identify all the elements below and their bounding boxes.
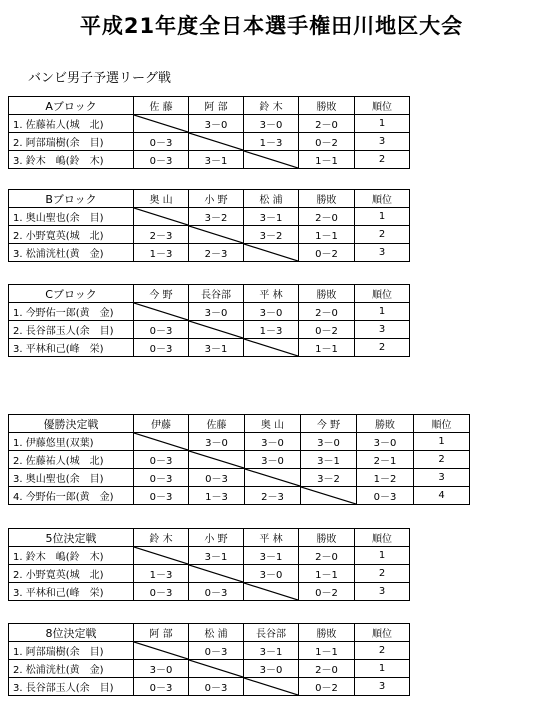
match-score: 3－0 xyxy=(244,303,299,321)
table-header-row xyxy=(9,415,470,433)
match-score: 0－3 xyxy=(189,469,245,487)
rank: 3 xyxy=(355,583,410,601)
match-score: 3－0 xyxy=(189,115,244,133)
player-name: 2. 佐藤祐人(城 北) xyxy=(9,451,134,469)
win-loss: 0－3 xyxy=(357,487,414,505)
column-header: 阿 部 xyxy=(189,97,244,115)
rank: 3 xyxy=(414,469,470,487)
match-score: 3－1 xyxy=(244,208,299,226)
block-header: 8位決定戦 xyxy=(9,624,134,642)
match-score: 3－1 xyxy=(244,642,299,660)
match-score: 3－1 xyxy=(189,339,244,357)
column-header: 松 浦 xyxy=(189,624,244,642)
win-loss: 2－0 xyxy=(299,303,355,321)
column-header: 奥 山 xyxy=(134,190,189,208)
column-header: 奥 山 xyxy=(245,415,301,433)
rank: 1 xyxy=(414,433,470,451)
player-name: 3. 長谷部玉人(余 目) xyxy=(9,678,134,696)
player-name: 3. 奥山聖也(余 目) xyxy=(9,469,134,487)
match-score: 0－3 xyxy=(134,321,189,339)
rank-header: 順位 xyxy=(355,97,410,115)
win-loss: 0－2 xyxy=(299,678,355,696)
table-row xyxy=(9,583,410,601)
player-name: 1. 阿部瑞樹(余 目) xyxy=(9,642,134,660)
diagonal-cell xyxy=(134,303,189,321)
match-score: 1－3 xyxy=(134,565,189,583)
rank: 2 xyxy=(355,642,410,660)
diagonal-cell xyxy=(244,678,299,696)
diagonal-cell xyxy=(189,321,244,339)
diagonal-cell xyxy=(245,469,301,487)
match-score: 0－3 xyxy=(134,133,189,151)
column-header: 長谷部 xyxy=(189,285,244,303)
diagonal-cell xyxy=(134,547,189,565)
table-row xyxy=(9,339,410,357)
win-loss: 0－2 xyxy=(299,321,355,339)
table-header-row xyxy=(9,97,410,115)
column-header: 平 林 xyxy=(244,529,299,547)
diagonal-cell xyxy=(134,642,189,660)
match-score: 3－0 xyxy=(244,565,299,583)
match-score: 3－1 xyxy=(189,151,244,169)
player-name: 3. 松浦洸杜(黄 金) xyxy=(9,244,134,262)
rank: 3 xyxy=(355,321,410,339)
rank: 2 xyxy=(355,339,410,357)
player-name: 1. 伊藤悠里(双葉) xyxy=(9,433,134,451)
league-table-b xyxy=(8,189,410,262)
table-row xyxy=(9,433,470,451)
column-header: 今 野 xyxy=(301,415,357,433)
match-score: 1－3 xyxy=(244,133,299,151)
column-header: 佐藤 xyxy=(189,415,245,433)
player-name: 2. 小野寛英(城 北) xyxy=(9,226,134,244)
table-row xyxy=(9,244,410,262)
player-name: 4. 今野佑一郎(黄 金) xyxy=(9,487,134,505)
match-score: 3－0 xyxy=(244,660,299,678)
diagonal-cell xyxy=(189,565,244,583)
table-row xyxy=(9,487,470,505)
block-header: Aブロック xyxy=(9,97,134,115)
match-score: 2－3 xyxy=(189,244,244,262)
win-loss: 0－2 xyxy=(299,244,355,262)
fifth-place-table xyxy=(8,528,410,601)
column-header: 鈴 木 xyxy=(134,529,189,547)
table-row xyxy=(9,642,410,660)
table-row xyxy=(9,565,410,583)
block-header: 優勝決定戦 xyxy=(9,415,134,433)
table-header-row xyxy=(9,285,410,303)
table-row xyxy=(9,469,470,487)
match-score: 3－2 xyxy=(244,226,299,244)
block-header: 5位決定戦 xyxy=(9,529,134,547)
win-loss: 2－0 xyxy=(299,547,355,565)
column-header: 長谷部 xyxy=(244,624,299,642)
result-header: 勝敗 xyxy=(299,624,355,642)
block-header: Cブロック xyxy=(9,285,134,303)
win-loss: 1－1 xyxy=(299,642,355,660)
rank: 1 xyxy=(355,547,410,565)
diagonal-cell xyxy=(189,451,245,469)
eighth-place-table xyxy=(8,623,410,696)
win-loss: 1－1 xyxy=(299,226,355,244)
column-header: 平 林 xyxy=(244,285,299,303)
diagonal-cell xyxy=(244,151,299,169)
match-score: 0－3 xyxy=(134,339,189,357)
block-header: Bブロック xyxy=(9,190,134,208)
rank-header: 順位 xyxy=(355,285,410,303)
match-score: 0－3 xyxy=(134,487,189,505)
match-score: 3－1 xyxy=(244,547,299,565)
column-header: 阿 部 xyxy=(134,624,189,642)
match-score: 3－0 xyxy=(245,451,301,469)
league-table-a xyxy=(8,96,410,169)
match-score: 3－2 xyxy=(189,208,244,226)
player-name: 3. 平林和己(峰 栄) xyxy=(9,339,134,357)
win-loss: 1－1 xyxy=(299,151,355,169)
column-header: 小 野 xyxy=(189,190,244,208)
result-header: 勝敗 xyxy=(357,415,414,433)
match-score: 3－0 xyxy=(301,433,357,451)
rank-header: 順位 xyxy=(355,529,410,547)
match-score: 3－0 xyxy=(189,433,245,451)
player-name: 3. 平林和己(峰 栄) xyxy=(9,583,134,601)
table-row xyxy=(9,133,410,151)
diagonal-cell xyxy=(189,226,244,244)
rank-header: 順位 xyxy=(414,415,470,433)
match-score: 0－3 xyxy=(134,469,189,487)
rank: 2 xyxy=(355,226,410,244)
rank: 1 xyxy=(355,660,410,678)
result-header: 勝敗 xyxy=(299,285,355,303)
championship-table xyxy=(8,414,470,505)
win-loss: 0－2 xyxy=(299,583,355,601)
match-score: 3－0 xyxy=(189,303,244,321)
column-header: 今 野 xyxy=(134,285,189,303)
table-header-row xyxy=(9,624,410,642)
page-subtitle: バンビ男子予選リーグ戦 xyxy=(28,71,172,86)
player-name: 1. 奥山聖也(余 目) xyxy=(9,208,134,226)
result-header: 勝敗 xyxy=(299,97,355,115)
match-score: 1－3 xyxy=(134,244,189,262)
rank: 2 xyxy=(355,565,410,583)
win-loss: 1－1 xyxy=(299,339,355,357)
match-score: 3－1 xyxy=(301,451,357,469)
rank: 1 xyxy=(355,208,410,226)
column-header: 鈴 木 xyxy=(244,97,299,115)
result-header: 勝敗 xyxy=(299,529,355,547)
player-name: 1. 今野佑一郎(黄 金) xyxy=(9,303,134,321)
rank: 4 xyxy=(414,487,470,505)
win-loss: 1－1 xyxy=(299,565,355,583)
diagonal-cell xyxy=(244,339,299,357)
diagonal-cell xyxy=(301,487,357,505)
match-score: 2－3 xyxy=(245,487,301,505)
rank: 2 xyxy=(414,451,470,469)
rank: 2 xyxy=(355,151,410,169)
page-title: 平成21年度全日本選手権田川地区大会 xyxy=(79,14,464,38)
table-header-row xyxy=(9,529,410,547)
result-header: 勝敗 xyxy=(299,190,355,208)
match-score: 2－3 xyxy=(134,226,189,244)
match-score: 0－3 xyxy=(134,451,189,469)
match-score: 0－3 xyxy=(134,678,189,696)
player-name: 3. 鈴木 嶋(鈴 木) xyxy=(9,151,134,169)
win-loss: 1－2 xyxy=(357,469,414,487)
table-row xyxy=(9,303,410,321)
match-score: 1－3 xyxy=(244,321,299,339)
win-loss: 0－2 xyxy=(299,133,355,151)
win-loss: 2－0 xyxy=(299,660,355,678)
match-score: 0－3 xyxy=(134,151,189,169)
match-score: 0－3 xyxy=(189,678,244,696)
rank: 3 xyxy=(355,678,410,696)
table-header-row xyxy=(9,190,410,208)
table-row xyxy=(9,451,470,469)
column-header: 伊藤 xyxy=(134,415,189,433)
table-row xyxy=(9,547,410,565)
match-score: 1－3 xyxy=(189,487,245,505)
diagonal-cell xyxy=(189,133,244,151)
player-name: 2. 長谷部玉人(余 目) xyxy=(9,321,134,339)
match-score: 0－3 xyxy=(134,583,189,601)
column-header: 小 野 xyxy=(189,529,244,547)
diagonal-cell xyxy=(189,660,244,678)
match-score: 3－0 xyxy=(134,660,189,678)
rank: 1 xyxy=(355,303,410,321)
rank: 3 xyxy=(355,133,410,151)
rank-header: 順位 xyxy=(355,190,410,208)
diagonal-cell xyxy=(244,244,299,262)
table-row xyxy=(9,115,410,133)
column-header: 佐 藤 xyxy=(134,97,189,115)
win-loss: 2－1 xyxy=(357,451,414,469)
player-name: 1. 鈴木 嶋(鈴 木) xyxy=(9,547,134,565)
player-name: 2. 小野寛英(城 北) xyxy=(9,565,134,583)
diagonal-cell xyxy=(244,583,299,601)
win-loss: 2－0 xyxy=(299,208,355,226)
player-name: 1. 佐藤祐人(城 北) xyxy=(9,115,134,133)
column-header: 松 浦 xyxy=(244,190,299,208)
match-score: 3－0 xyxy=(244,115,299,133)
table-row xyxy=(9,208,410,226)
rank: 1 xyxy=(355,115,410,133)
rank-header: 順位 xyxy=(355,624,410,642)
win-loss: 2－0 xyxy=(299,115,355,133)
table-row xyxy=(9,226,410,244)
win-loss: 3－0 xyxy=(357,433,414,451)
match-score: 0－3 xyxy=(189,642,244,660)
diagonal-cell xyxy=(134,433,189,451)
match-score: 0－3 xyxy=(189,583,244,601)
player-name: 2. 阿部瑞樹(余 目) xyxy=(9,133,134,151)
diagonal-cell xyxy=(134,115,189,133)
match-score: 3－0 xyxy=(245,433,301,451)
table-row xyxy=(9,660,410,678)
table-row xyxy=(9,678,410,696)
match-score: 3－2 xyxy=(301,469,357,487)
diagonal-cell xyxy=(134,208,189,226)
rank: 3 xyxy=(355,244,410,262)
league-table-c xyxy=(8,284,410,357)
match-score: 3－1 xyxy=(189,547,244,565)
table-row xyxy=(9,151,410,169)
player-name: 2. 松浦洸杜(黄 金) xyxy=(9,660,134,678)
table-row xyxy=(9,321,410,339)
